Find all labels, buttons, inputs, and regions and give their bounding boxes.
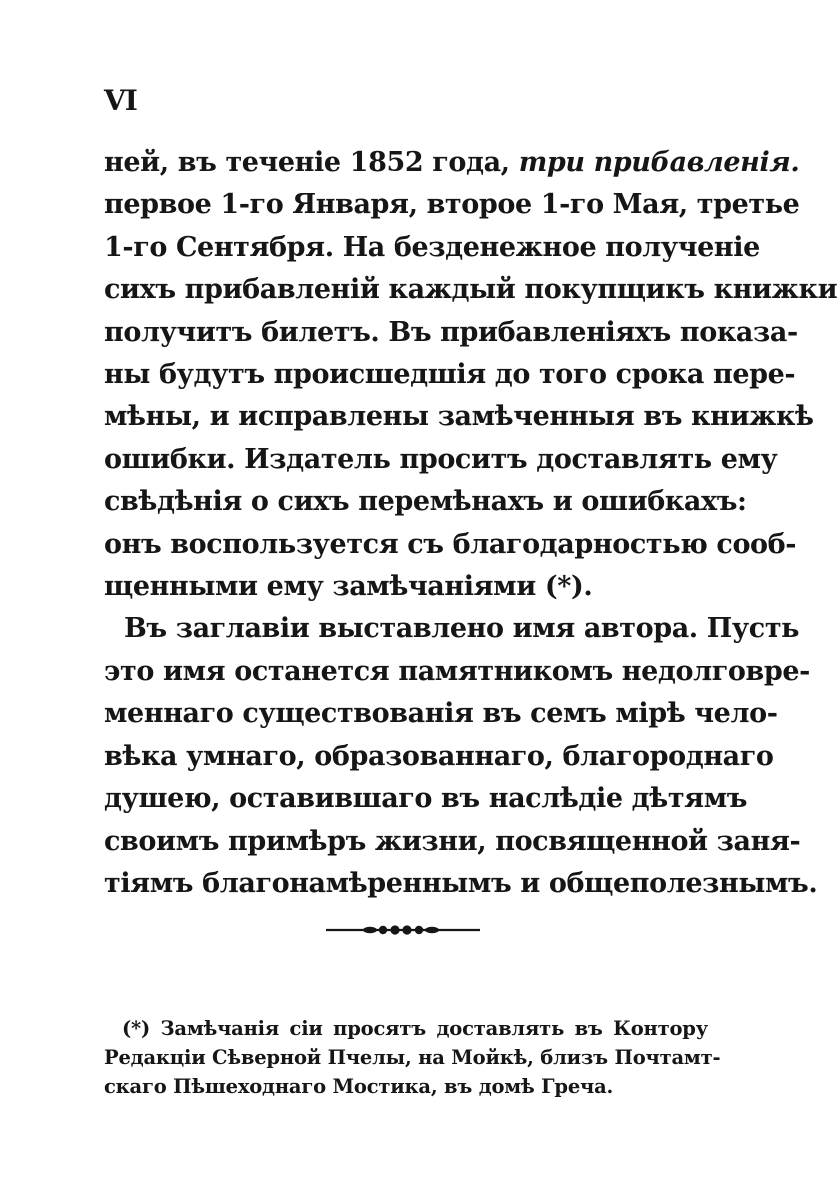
footnote-line: Редакціи Сѣверной Пчелы, на Мойкѣ, близъ Почтамт- <box>104 1046 721 1069</box>
text-line: 1-го Сентября. На безденежное полученіе <box>104 231 760 263</box>
text-line: свѣдѣнія о сихъ перемѣнахъ и ошибкахъ: <box>104 486 747 518</box>
text-line: онъ воспользуется съ благодарностью сооб- <box>104 528 797 560</box>
text-line: ны будутъ происшедшія до того срока пере- <box>104 359 796 391</box>
ornament-divider <box>326 925 480 935</box>
text-line: получитъ билетъ. Въ прибавленіяхъ показа- <box>104 316 798 348</box>
text-line: это имя останется памятникомъ недолговре- <box>104 655 810 687</box>
text-line: тіямъ благонамѣреннымъ и общеполезнымъ. <box>104 867 818 899</box>
paragraph-2 <box>104 608 818 905</box>
text-line: вѣка умнаго, образованнаго, благороднаго <box>104 740 774 772</box>
text-line: ошибки. Издатель проситъ доставлять ему <box>104 443 778 475</box>
footnote-line: (*) Замѣчанія сіи просятъ доставлять въ Контору <box>122 1017 708 1040</box>
text-line: первое 1-го Января, второе 1-го Мая, третье <box>104 189 800 221</box>
footnote-line: скаго Пѣшеходнаго Мостика, въ домѣ Греча. <box>104 1075 614 1098</box>
text-line: меннаго существованія въ семъ мірѣ чело- <box>104 698 778 730</box>
footnote <box>104 1014 721 1101</box>
text-line: сихъ прибавленій каждый покупщикъ книжки <box>104 274 838 306</box>
text-line: душею, оставившаго въ наслѣдіе дѣтямъ <box>104 783 748 815</box>
text-run: ней, въ теченіе 1852 года, <box>104 147 519 178</box>
italic-phrase: три прибавленія. <box>518 147 800 178</box>
paragraph-1 <box>104 142 838 608</box>
text-line: Въ заглавіи выставлено имя автора. Пусть <box>124 613 800 645</box>
page-number: VI <box>104 84 137 117</box>
text-line: мѣны, и исправлены замѣченныя въ книжкѣ <box>104 401 814 433</box>
text-line: щенными ему замѣчаніями (*). <box>104 571 593 603</box>
main-text <box>104 142 838 905</box>
text-line: своимъ примѣръ жизни, посвященной заня- <box>104 825 801 857</box>
text-line <box>104 142 800 184</box>
